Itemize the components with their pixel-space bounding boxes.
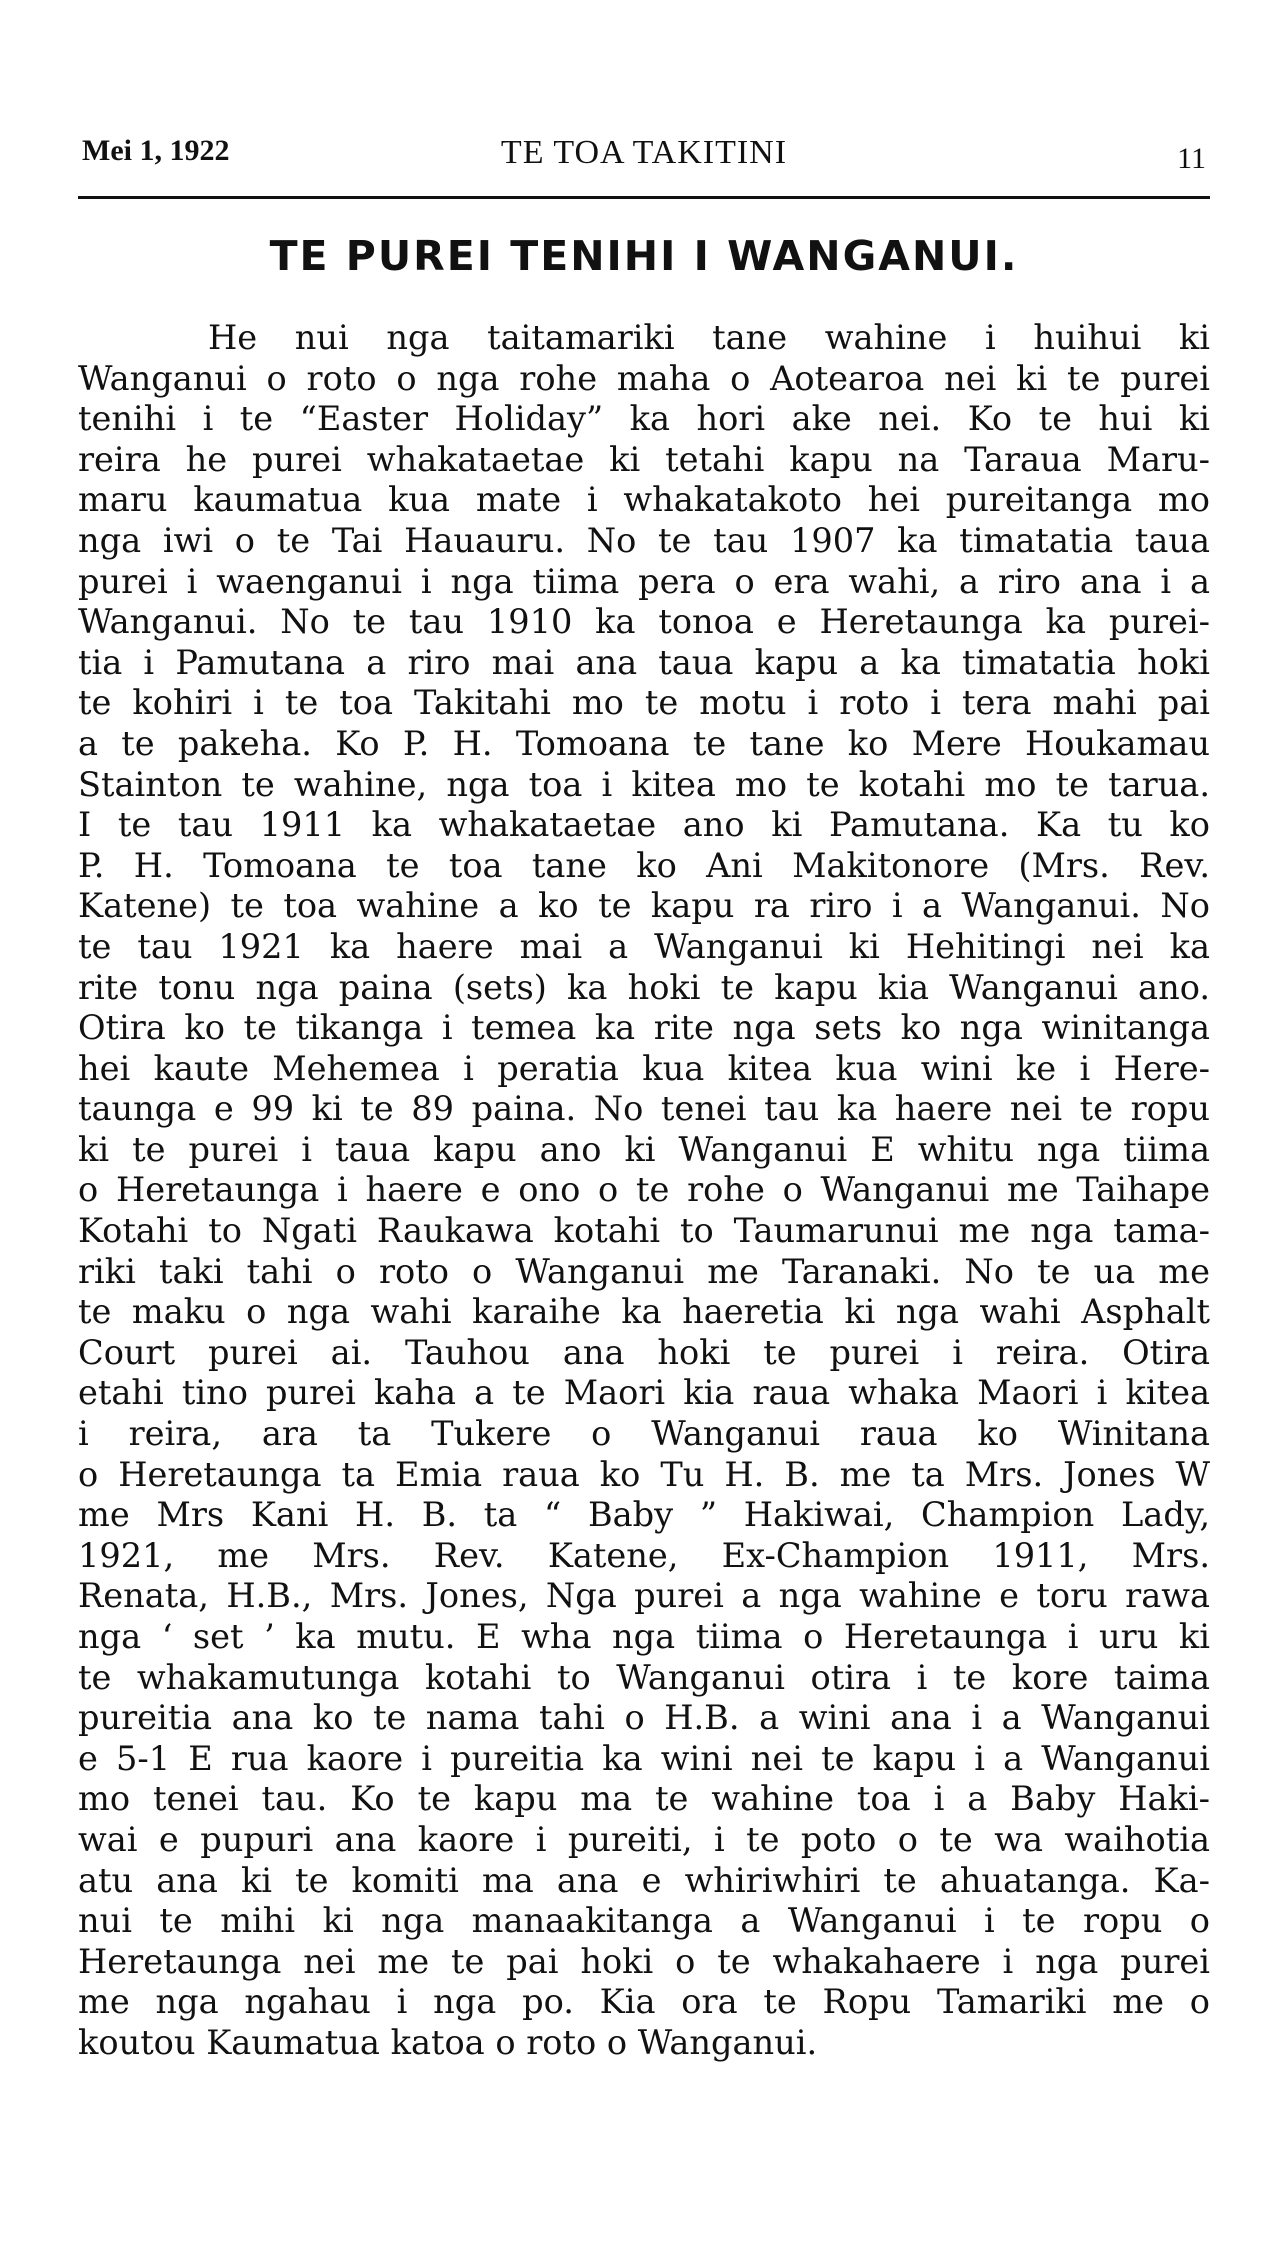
text-line: Renata, H.B., Mrs. Jones, Nga purei a nga wahine e toru rawa <box>78 1576 1210 1616</box>
text-line: purei i waenganui i nga tiima pera o era wahi, a riro ana i a <box>78 561 1210 601</box>
text-line: P. H. Tomoana te toa tane ko Ani Makitonore (Mrs. Rev. <box>78 845 1210 885</box>
text-line: ki te purei i taua kapu ano ki Wanganui E whitu nga tiima <box>78 1129 1210 1169</box>
text-line: e 5-1 E rua kaore i pureitia ka wini nei te kapu i a Wanganui <box>78 1738 1210 1778</box>
text-line: a te pakeha. Ko P. H. Tomoana te tane ko Mere Houkamau <box>78 723 1210 763</box>
text-line: wai e pupuri ana kaore i pureiti, i te poto o te wa waihotia <box>78 1819 1210 1859</box>
text-line: Stainton te wahine, nga toa i kitea mo te kotahi mo te tarua. <box>78 764 1210 804</box>
text-line: Kotahi to Ngati Raukawa kotahi to Taumarunui me nga tama- <box>78 1211 1210 1251</box>
text-line: Wanganui. No te tau 1910 ka tonoa e Heretaunga ka purei- <box>78 602 1210 642</box>
text-line: mo tenei tau. Ko te kapu ma te wahine toa i a Baby Haki- <box>78 1779 1210 1819</box>
issue-date: Mei 1, 1922 <box>82 134 230 167</box>
text-line: maru kaumatua kua mate i whakatakoto hei pureitanga mo <box>78 480 1210 520</box>
text-line: te maku o nga wahi karaihe ka haeretia ki nga wahi Asphalt <box>78 1292 1210 1332</box>
text-line: etahi tino purei kaha a te Maori kia raua whaka Maori i kitea <box>78 1373 1210 1413</box>
page-number: 11 <box>1177 142 1206 175</box>
text-line: tia i Pamutana a riro mai ana taua kapu a ka timatatia hoki <box>78 642 1210 682</box>
text-line: me Mrs Kani H. B. ta “ Baby ” Hakiwai, Champion Lady, <box>78 1495 1210 1535</box>
text-line: o Heretaunga i haere e ono o te rohe o Wanganui me Taihape <box>78 1170 1210 1210</box>
text-line: nga iwi o te Tai Hauauru. No te tau 1907 ka timatatia taua <box>78 520 1210 560</box>
text-line: pureitia ana ko te nama tahi o H.B. a wini ana i a Wanganui <box>78 1698 1210 1738</box>
running-head <box>78 130 1210 190</box>
text-line: I te tau 1911 ka whakataetae ano ki Pamutana. Ka tu ko <box>78 805 1210 845</box>
text-line: koutou Kaumatua katoa o roto o Wanganui. <box>78 2022 818 2062</box>
text-line: atu ana ki te komiti ma ana e whiriwhiri te ahuatanga. Ka- <box>78 1860 1210 1900</box>
publication-title: TE TOA TAKITINI <box>500 134 788 171</box>
text-line: o Heretaunga ta Emia raua ko Tu H. B. me ta Mrs. Jones W <box>78 1454 1210 1494</box>
text-line: rite tonu nga paina (sets) ka hoki te kapu kia Wanganui ano. <box>78 967 1210 1007</box>
text-line: nga ‘ set ’ ka mutu. E wha nga tiima o Heretaunga i uru ki <box>78 1617 1210 1656</box>
text-line: 1921, me Mrs. Rev. Katene, Ex-Champion 1911, Mrs. <box>78 1535 1210 1575</box>
text-line: taunga e 99 ki te 89 paina. No tenei tau ka haere nei te ropu <box>78 1089 1210 1129</box>
article-body <box>78 318 1210 2064</box>
header-rule <box>78 196 1210 199</box>
text-line: Katene) te toa wahine a ko te kapu ra riro i a Wanganui. No <box>78 886 1210 926</box>
text-line: i reira, ara ta Tukere o Wanganui raua ko Winitana <box>78 1414 1210 1454</box>
text-line: te kohiri i te toa Takitahi mo te motu i roto i tera mahi pai <box>78 683 1210 723</box>
text-line: te whakamutunga kotahi to Wanganui otira i te kore taima <box>78 1657 1210 1697</box>
text-line: nui te mihi ki nga manaakitanga a Wanganui i te ropu o <box>78 1901 1210 1941</box>
text-line: He nui nga taitamariki tane wahine i huihui ki <box>208 318 1210 357</box>
text-line: me nga ngahau i nga po. Kia ora te Ropu Tamariki me o <box>78 1982 1210 2022</box>
text-line: hei kaute Mehemea i peratia kua kitea kua wini ke i Here- <box>78 1048 1210 1088</box>
text-line: Otira ko te tikanga i temea ka rite nga sets ko nga winitanga <box>78 1008 1210 1048</box>
text-line: reira he purei whakataetae ki tetahi kapu na Taraua Maru- <box>78 439 1210 479</box>
text-line: Heretaunga nei me te pai hoki o te whakahaere i nga purei <box>78 1941 1210 1981</box>
text-line: te tau 1921 ka haere mai a Wanganui ki Hehitingi nei ka <box>78 926 1210 966</box>
text-line: Wanganui o roto o nga rohe maha o Aotearoa nei ki te purei <box>78 358 1210 398</box>
text-line: Court purei ai. Tauhou ana hoki te purei i reira. Otira <box>78 1332 1210 1372</box>
text-line: tenihi i te “Easter Holiday” ka hori ake nei. Ko te hui ki <box>78 399 1210 439</box>
text-line: riki taki tahi o roto o Wanganui me Taranaki. No te ua me <box>78 1251 1210 1291</box>
article-title: TE PUREI TENIHI I WANGANUI. <box>269 232 1019 280</box>
